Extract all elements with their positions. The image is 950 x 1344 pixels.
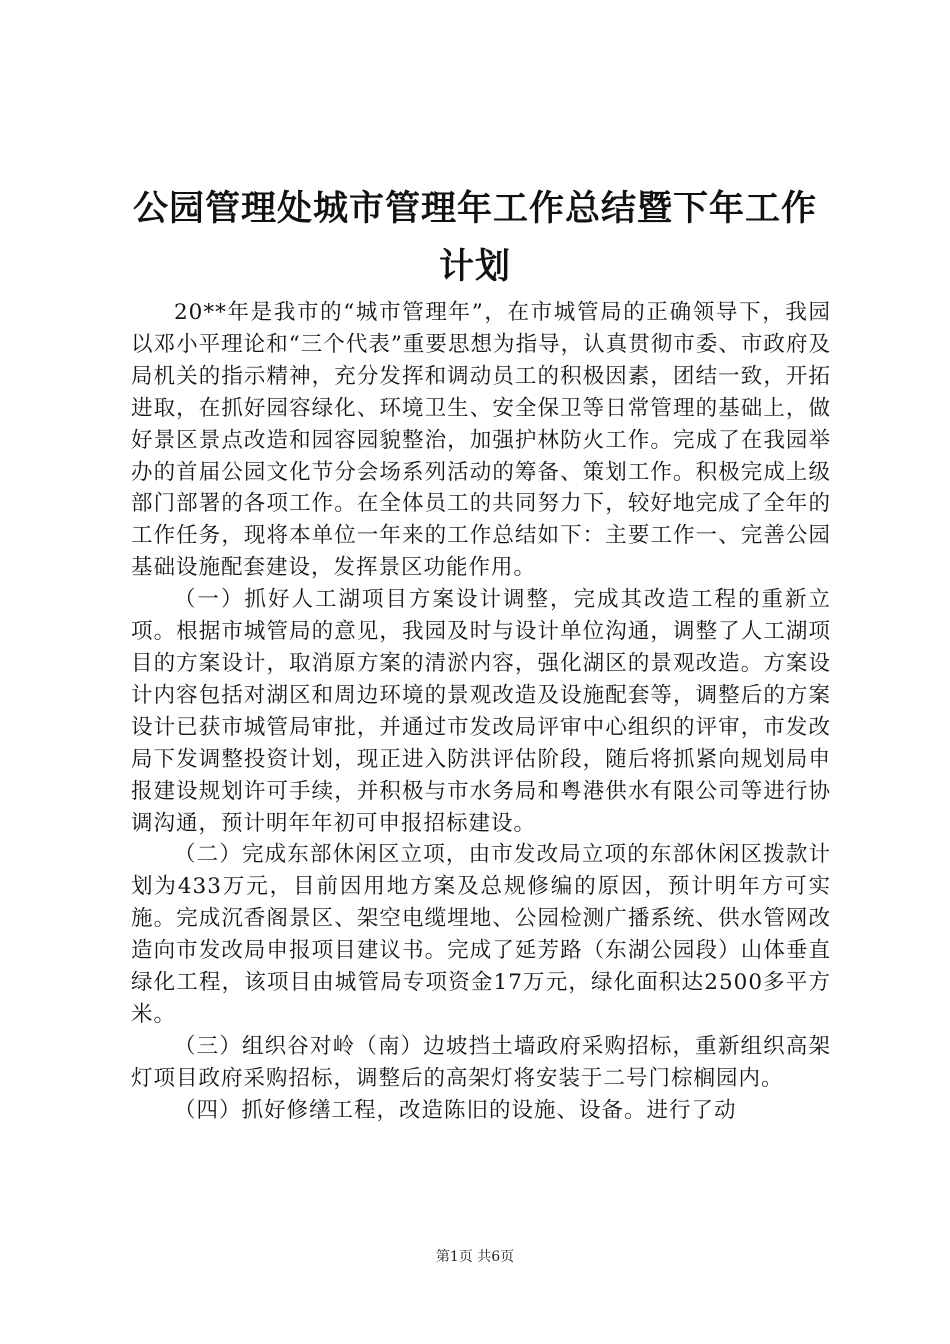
document-body bbox=[131, 297, 831, 1127]
page-number-footer: 第1页 共6页 bbox=[435, 1249, 515, 1265]
paragraph-section-4: （四）抓好修缮工程，改造陈旧的设施、设备。进行了动 bbox=[174, 1097, 737, 1123]
paragraph-section-2: （二）完成东部休闲区立项，由市发改局立项的东部休闲区拨款计划为433万元，目前因用地方案及总规修编的原因，预计明年方可实施。完成沉香阁景区、架空电缆埋地、公园检测广播系统、供水管网改造向市发改局申报项目建议书。完成了延芳路（东湖公园段）山体垂直绿化工程，该项目由城管局专项资金17万元，绿化面积达2500多平方米。 bbox=[131, 842, 831, 1027]
paragraph-section-1: （一）抓好人工湖项目方案设计调整，完成其改造工程的重新立项。根据市城管局的意见，我园及时与设计单位沟通，调整了人工湖项目的方案设计，取消原方案的清淤内容，强化湖区的景观改造。方案设计内容包括对湖区和周边环境的景观改造及设施配套等，调整后的方案设计已获市城管局审批，并通过市发改局评审中心组织的评审，市发改局下发调整投资计划，现正进入防洪评估阶段，随后将抓紧向规划局申报建设规划许可手续，并积极与市水务局和粤港供水有限公司等进行协调沟通，预计明年年初可申报招标建设。 bbox=[131, 587, 831, 836]
document-title: 公园管理处城市管理年工作总结暨下年工作计划 bbox=[132, 189, 817, 287]
paragraph-intro: 20**年是我市的“城市管理年”，在市城管局的正确领导下，我园以邓小平理论和“三个代表”重要思想为指导，认真贯彻市委、市政府及局机关的指示精神，充分发挥和调动员工的积极因素，团结一致，开拓进取，在抓好园容绿化、环境卫生、安全保卫等日常管理的基础上，做好景区景点改造和园容园貌整治，加强护林防火工作。完成了在我园举办的首届公园文化节分会场系列活动的筹备、策划工作。积极完成上级部门部署的各项工作。在全体员工的共同努力下，较好地完成了全年的工作任务，现将本单位一年来的工作总结如下：主要工作一、完善公园基础设施配套建设，发挥景区功能作用。 bbox=[131, 300, 831, 581]
paragraph-section-3: （三）组织谷对岭（南）边坡挡土墙政府采购招标，重新组织高架灯项目政府采购招标，调整后的高架灯将安装于二号门棕榈园内。 bbox=[131, 1033, 831, 1091]
